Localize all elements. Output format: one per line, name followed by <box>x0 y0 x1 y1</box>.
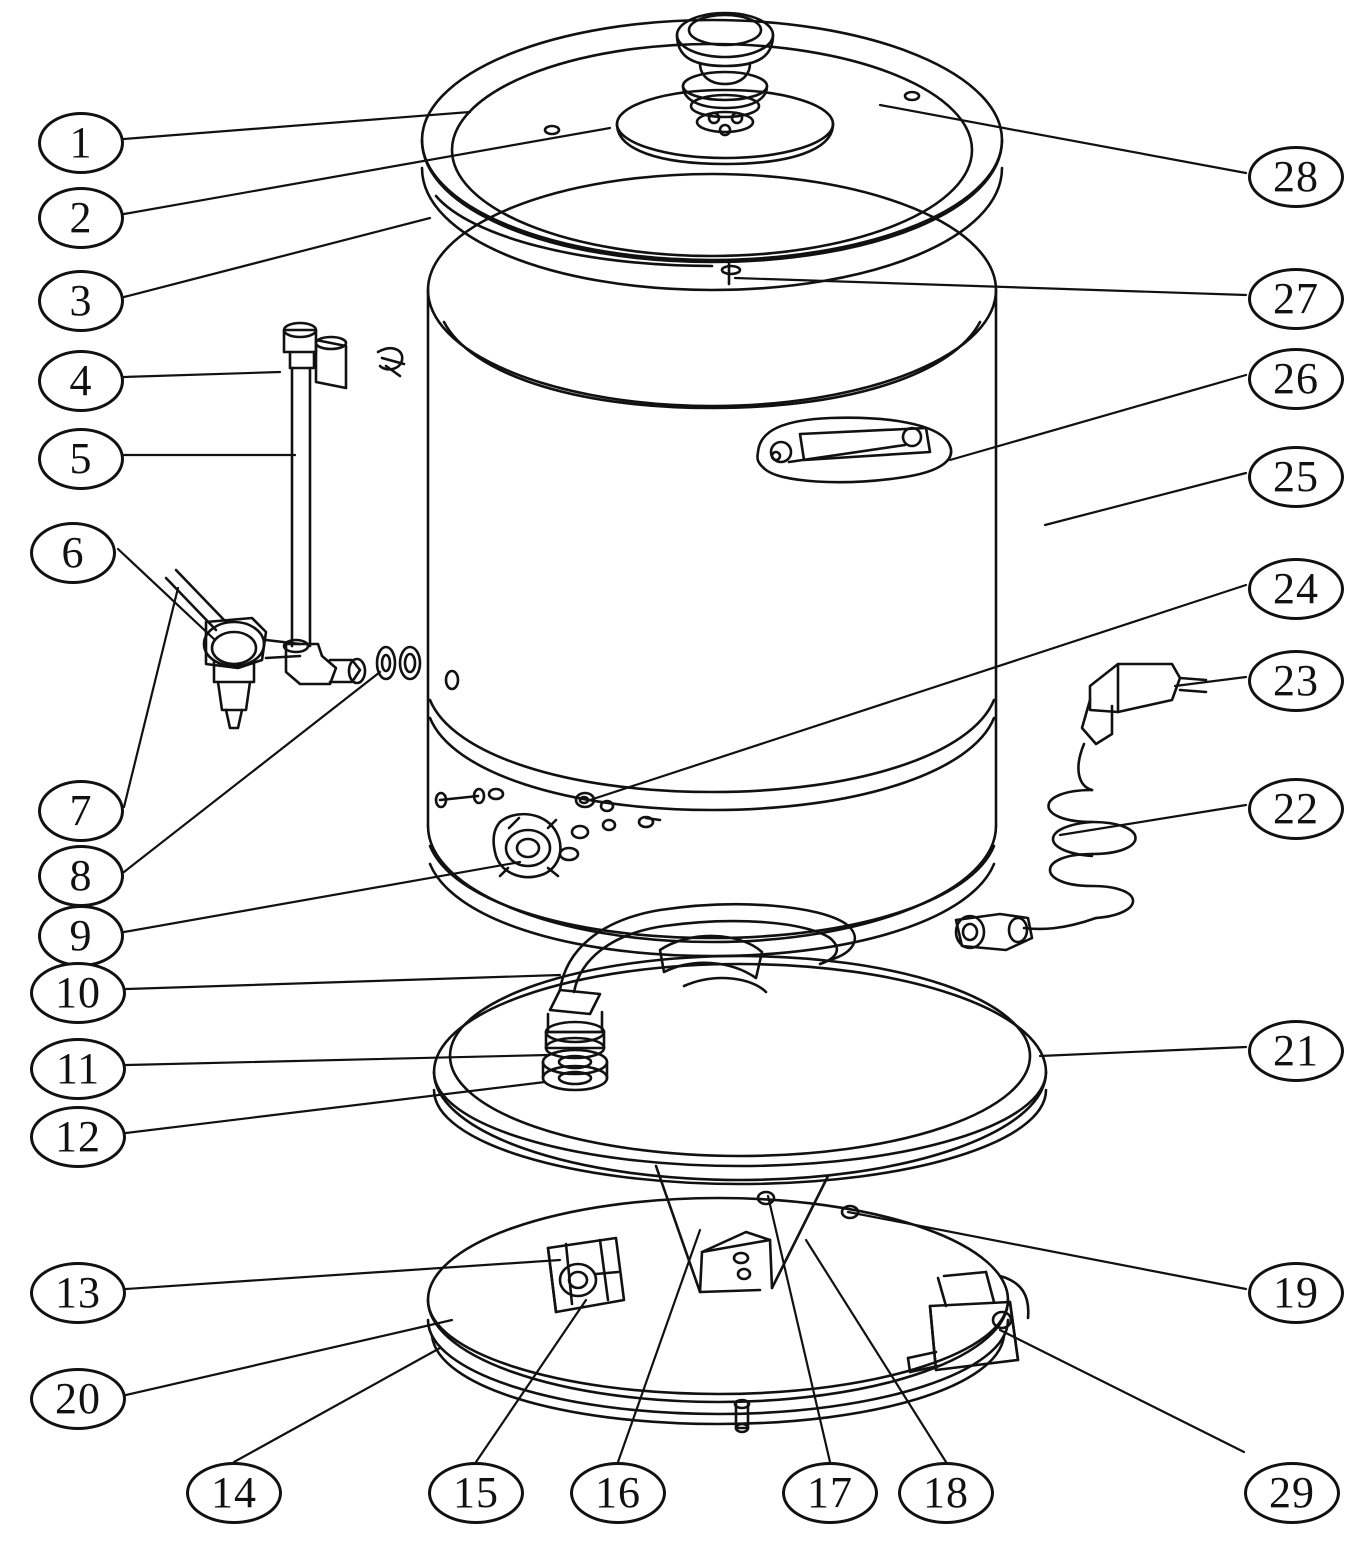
callout-23[interactable]: 23 <box>1248 650 1344 712</box>
callout-7[interactable]: 7 <box>38 780 124 842</box>
callout-29[interactable]: 29 <box>1244 1462 1340 1524</box>
callout-17[interactable]: 17 <box>782 1462 878 1524</box>
callout-18[interactable]: 18 <box>898 1462 994 1524</box>
callout-6[interactable]: 6 <box>30 522 116 584</box>
callout-3[interactable]: 3 <box>38 270 124 332</box>
power-cord-assembly <box>956 664 1206 950</box>
callout-12[interactable]: 12 <box>30 1106 126 1168</box>
callout-13[interactable]: 13 <box>30 1262 126 1324</box>
base-plate <box>428 1198 1028 1432</box>
callout-2[interactable]: 2 <box>38 187 124 249</box>
leader-lines <box>118 105 1246 1462</box>
callout-10[interactable]: 10 <box>30 962 126 1024</box>
callout-21[interactable]: 21 <box>1248 1020 1344 1082</box>
callout-5[interactable]: 5 <box>38 428 124 490</box>
sight-glass-assembly <box>166 323 420 728</box>
lid-assembly <box>422 13 1002 290</box>
callout-28[interactable]: 28 <box>1248 146 1344 208</box>
callout-26[interactable]: 26 <box>1248 348 1344 410</box>
callout-16[interactable]: 16 <box>570 1462 666 1524</box>
callout-19[interactable]: 19 <box>1248 1262 1344 1324</box>
callout-20[interactable]: 20 <box>30 1368 126 1430</box>
callout-27[interactable]: 27 <box>1248 268 1344 330</box>
callout-1[interactable]: 1 <box>38 112 124 174</box>
callout-15[interactable]: 15 <box>428 1462 524 1524</box>
callout-4[interactable]: 4 <box>38 350 124 412</box>
callout-8[interactable]: 8 <box>38 845 124 907</box>
callout-14[interactable]: 14 <box>186 1462 282 1524</box>
callout-24[interactable]: 24 <box>1248 558 1344 620</box>
callout-25[interactable]: 25 <box>1248 446 1344 508</box>
callout-11[interactable]: 11 <box>30 1038 126 1100</box>
callout-22[interactable]: 22 <box>1248 778 1344 840</box>
callout-9[interactable]: 9 <box>38 905 124 967</box>
